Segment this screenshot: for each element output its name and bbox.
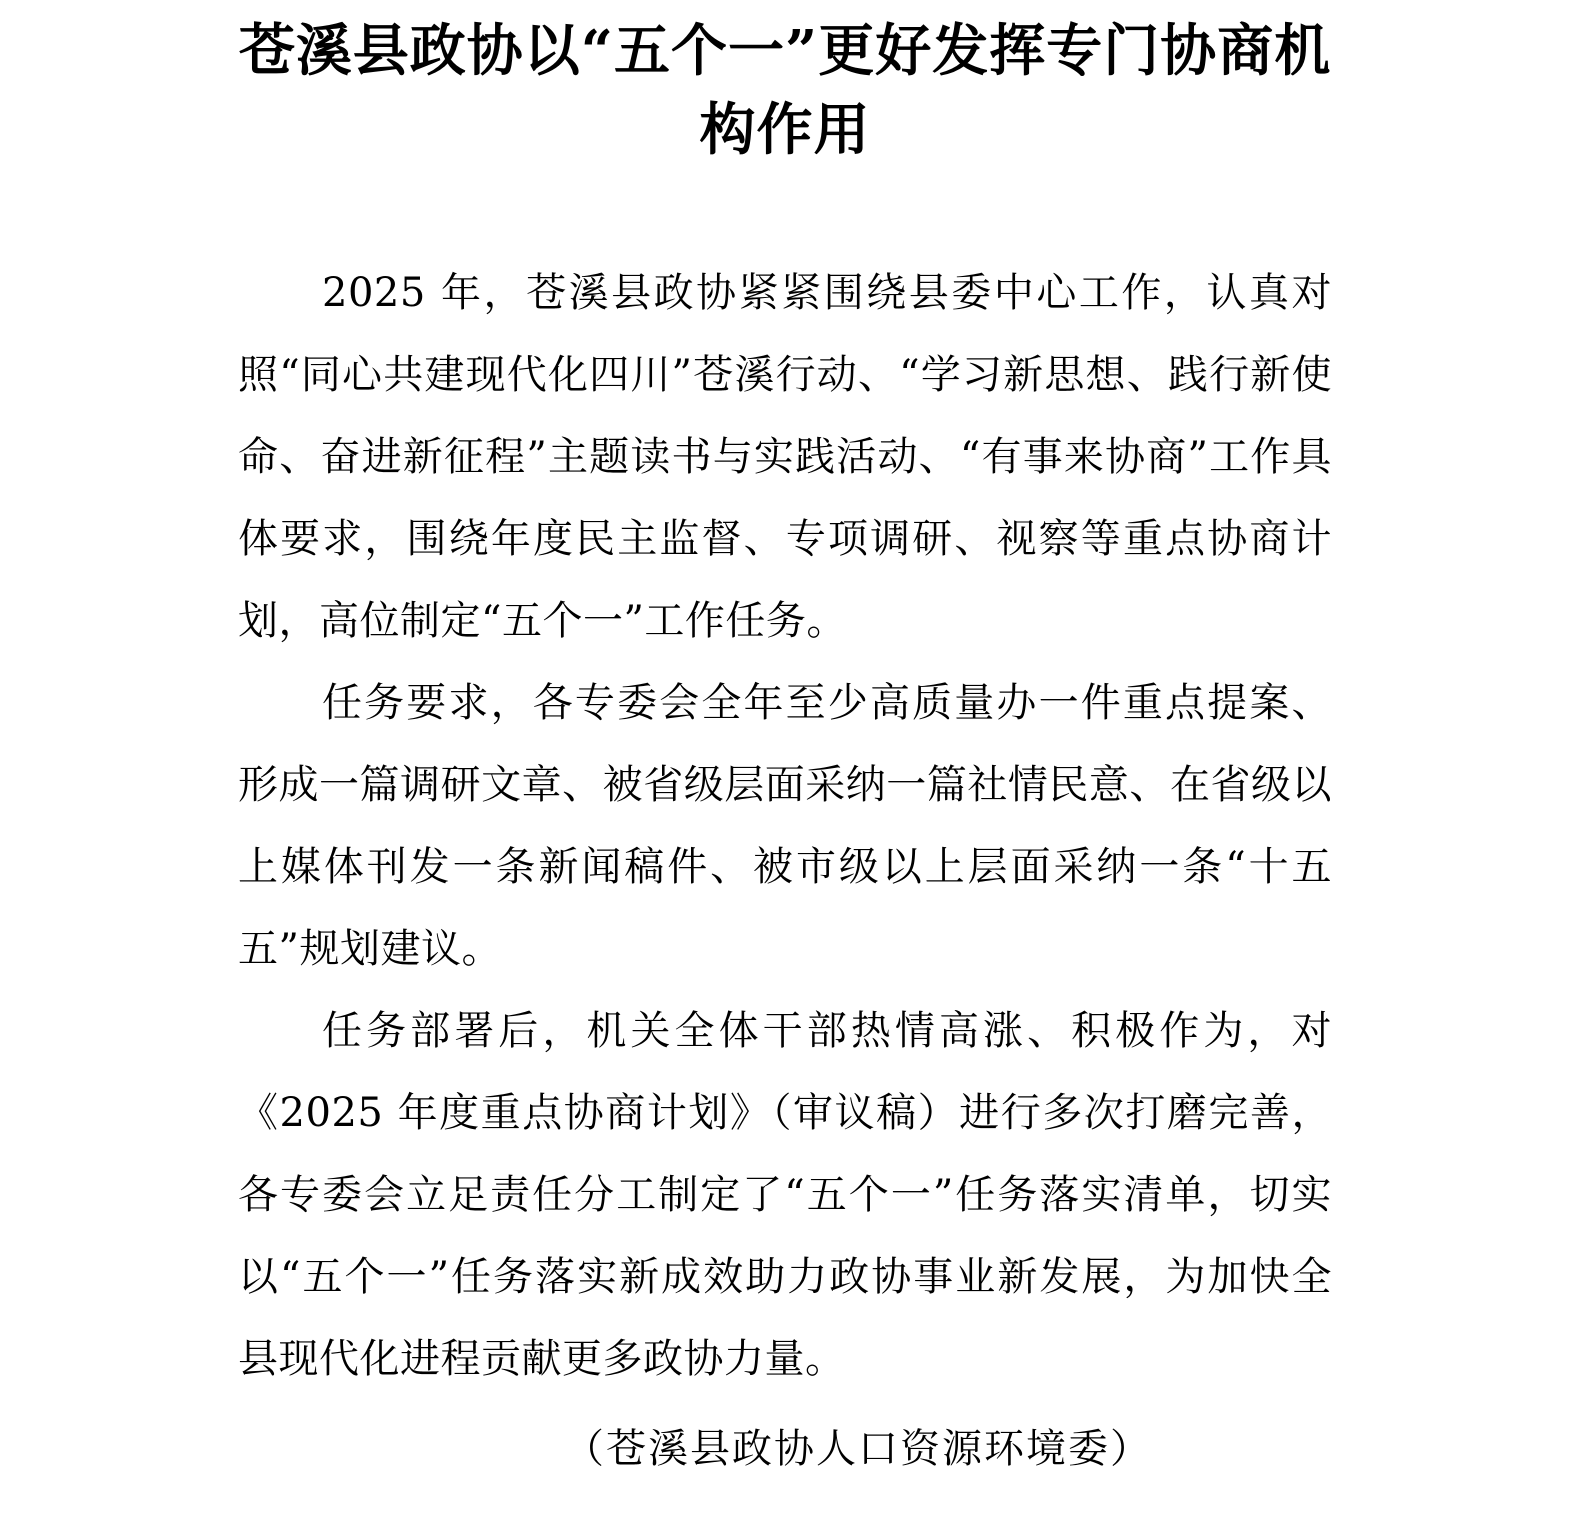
paragraph-3: 任务部署后，机关全体干部热情高涨、积极作为，对《2025 年度重点协商计划》（审议稿）进行多次打磨完善，各专委会立足责任分工制定了“五个一”任务落实清单，切实以“五个一”任务落实新成效助力政协事业新发展，为加快全县现代化进程贡献更多政协力量。 bbox=[238, 1008, 1332, 1382]
paragraph-1: 2025 年，苍溪县政协紧紧围绕县委中心工作，认真对照“同心共建现代化四川”苍溪行动、“学习新思想、践行新使命、奋进新征程”主题读书与实践活动、“有事来协商”工作具体要求，围绕年度民主监督、专项调研、视察等重点协商计划，高位制定“五个一”工作任务。 bbox=[238, 270, 1332, 644]
article-signature: （苍溪县政协人口资源环境委） bbox=[564, 1426, 1152, 1472]
article bbox=[238, 0, 1332, 1490]
article-title: 苍溪县政协以“五个一”更好发挥专门协商机构作用 bbox=[238, 18, 1332, 163]
paragraph-2: 任务要求，各专委会全年至少高质量办一件重点提案、形成一篇调研文章、被省级层面采纳一篇社情民意、在省级以上媒体刊发一条新闻稿件、被市级以上层面采纳一条“十五五”规划建议。 bbox=[238, 680, 1332, 972]
article-body bbox=[238, 252, 1332, 1490]
